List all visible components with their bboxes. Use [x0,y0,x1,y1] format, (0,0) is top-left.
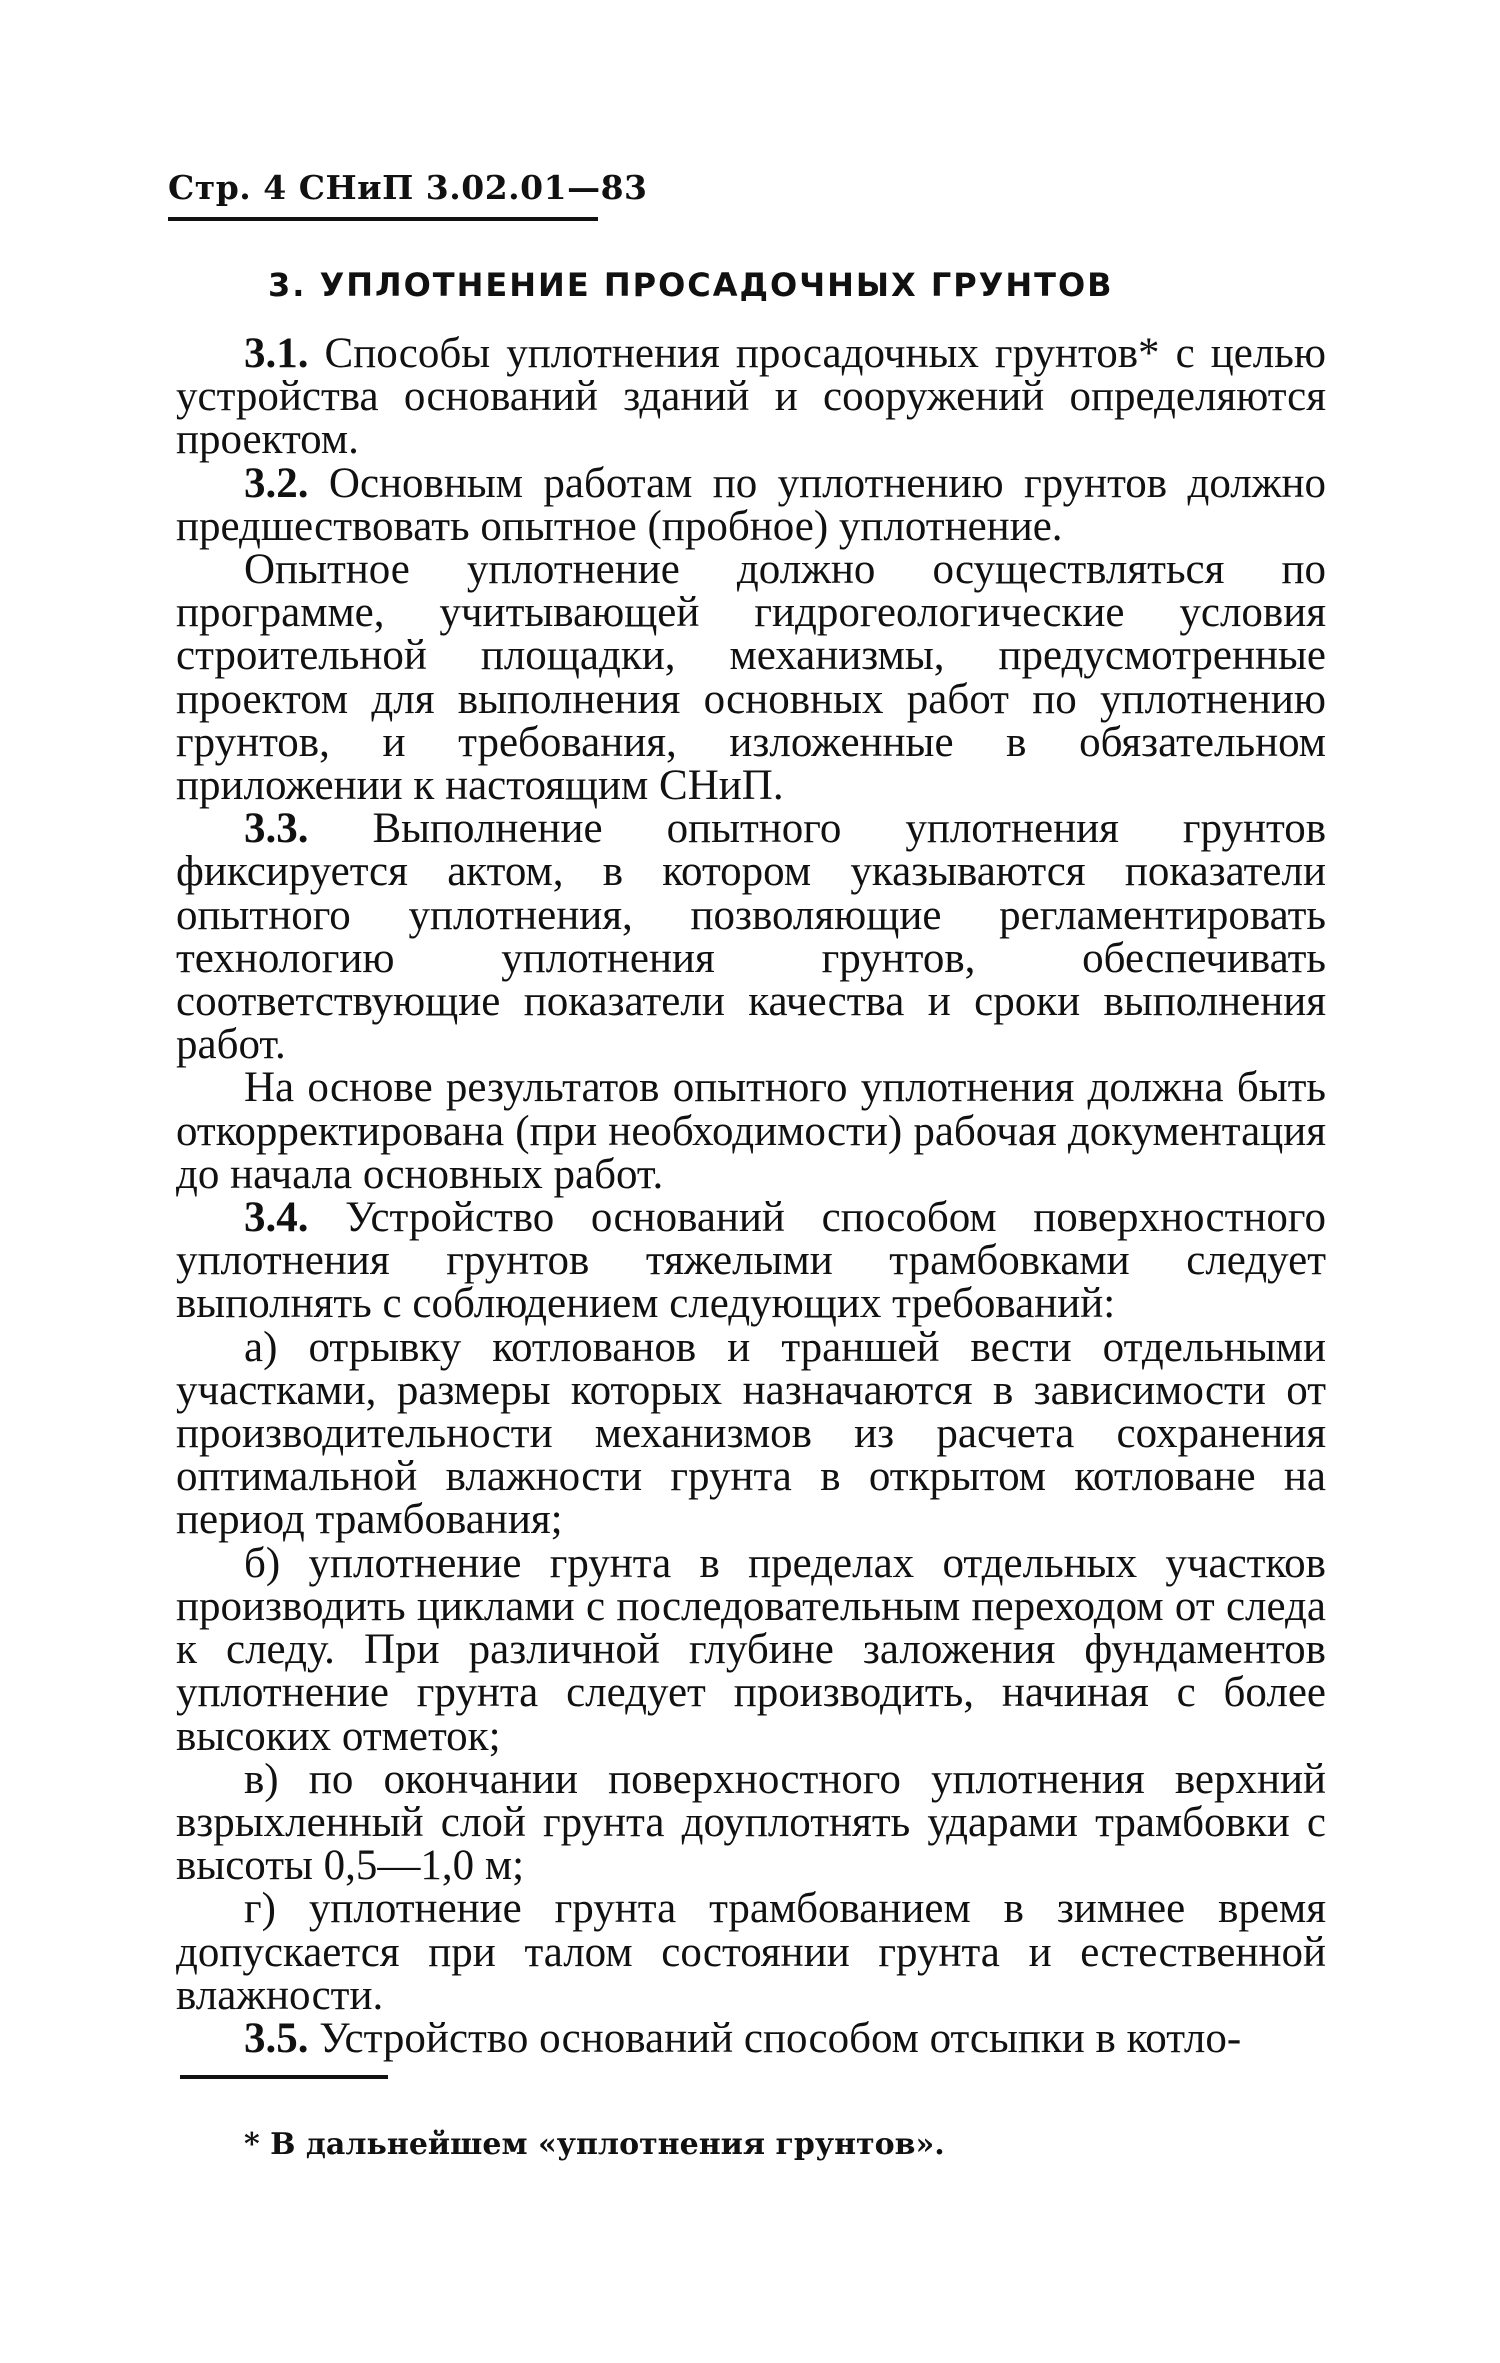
footnote-rule [180,2075,388,2079]
clause-number: 3.5. [244,2014,309,2062]
paragraph-text: г) уплотнение грунта трамбованием в зимнее время допускается при талом состоянии грунта и естественной влажности. [176,1885,1326,2019]
paragraph [176,1066,1326,1196]
page-header: Стр. 4 СНиП 3.02.01—83 [168,168,648,207]
paragraph-text: в) по окончании поверхностного уплотнения верхний взрыхленный слой грунта доуплотнять ударами трамбовки с высоты 0,5—1,0 м; [176,1755,1326,1890]
paragraph [176,332,1326,462]
paragraph [176,1539,1326,1760]
clause-number: 3.3. [244,805,309,853]
body-text [176,332,1326,2060]
paragraph-text: а) отрывку котлованов и траншей вести отдельными участками, размеры которых назначаются в зависимости от производительности механизмов из расчета сохранения оптимальной влажности грунта в открытом котловане на период трамбования; [176,1323,1326,1544]
clause-number: 3.4. [244,1194,309,1242]
paragraph-text: На основе результатов опытного уплотнения должна быть откорректирована (при необходимости) рабочая документация до начала основных работ. [176,1064,1326,1198]
clause-number: 3.1. [244,330,309,377]
paragraph-text: Способы уплотнения просадочных грунтов* с целью устройства оснований зданий и сооружений определяются проектом. [176,330,1326,464]
paragraph [176,1196,1326,1326]
paragraph-text: Основным работам по уплотнению грунтов должно предшествовать опытное (пробное) уплотнение. [176,459,1326,550]
paragraph [176,2014,1326,2062]
paragraph-text: Опытное уплотнение должно осуществляться по программе, учитывающей гидрогеологические условия строительной площадки, механизмы, предусмотренные проектом для выполнения основных работ по уплотнению грунтов, и требования, изложенные в обязательном приложении к настоящим СНиП. [176,546,1326,810]
section-title: 3. УПЛОТНЕНИЕ ПРОСАДОЧНЫХ ГРУНТОВ [268,266,1114,304]
paragraph-text: Устройство оснований способом отсыпки в котло- [308,2014,1242,2062]
paragraph-text: Выполнение опытного уплотнения грунтов фиксируется актом, в котором указываются показатели опытного уплотнения, позволяющие регламентировать технологию уплотнения грунтов, обеспечивать соответствующие показатели качества и сроки выполнения работ. [176,805,1326,1069]
paragraph [176,805,1326,1069]
paragraph [176,546,1326,810]
clause-number: 3.2. [244,459,309,507]
paragraph [176,459,1326,550]
paragraph-text: б) уплотнение грунта в пределах отдельных участков производить циклами с последовательным переходом от следа к следу. При различной глубине заложения фундаментов уплотнение грунта следует производить, начиная с более высоких отметок; [176,1539,1326,1760]
paragraph [176,1323,1326,1544]
paragraph [176,1887,1326,2017]
paragraph [176,1755,1326,1890]
paragraph-text: Устройство оснований способом поверхностного уплотнения грунтов тяжелыми трамбовками следует выполнять с соблюдением следующих требований: [176,1194,1326,1328]
footnote: * В дальнейшем «уплотнения грунтов». [244,2127,945,2162]
header-rule [168,217,598,221]
